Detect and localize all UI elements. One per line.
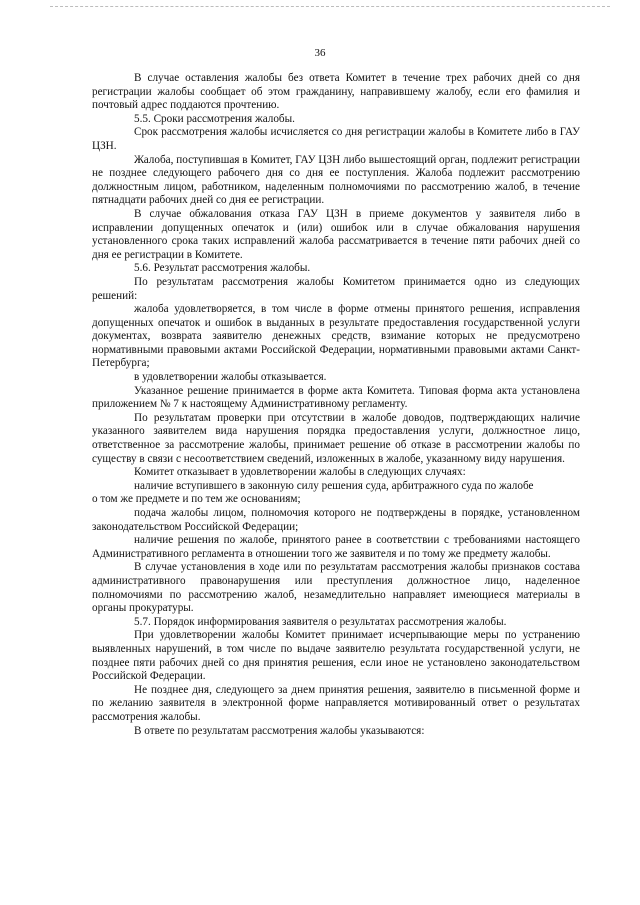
paragraph: При удовлетворении жалобы Комитет принимает исчерпывающие меры по устранению выявленных нарушений, в том числе по выдаче заявителю результата государственной услуги, не позднее пяти рабочих дней со дня принятия решения, если иное не установлено законодательством Российской Федерации.: [92, 629, 580, 683]
list-item: в удовлетворении жалобы отказывается.: [134, 371, 327, 384]
paragraph: В случае установления в ходе или по результатам рассмотрения жалобы признаков состава административного правонарушения или преступления должностное лицо, наделенное полномочиями по рассмотрению жалоб, незамедлительно направляет имеющиеся материалы в органы прокуратуры.: [92, 561, 580, 615]
scan-artifact-line: [50, 6, 610, 7]
paragraph: В случае оставления жалобы без ответа Комитет в течение трех рабочих дней со дня регистрации жалобы сообщает об этом гражданину, направившему жалобу, если его фамилия и почтовый адрес поддаются прочтению.: [92, 72, 580, 112]
paragraph: Не позднее дня, следующего за днем принятия решения, заявителю в письменной форме и по желанию заявителя в электронной форме направляется мотивированный ответ о результатах рассмотрения жалобы.: [92, 683, 580, 723]
section-heading: 5.6. Результат рассмотрения жалобы.: [134, 262, 311, 275]
paragraph: По результатам рассмотрения жалобы Комитетом принимается одно из следующих решений:: [92, 275, 580, 302]
paragraph-continuation: о том же предмете и по тем же основаниям;: [92, 493, 301, 506]
paragraph: Комитет отказывает в удовлетворении жалобы в следующих случаях:: [134, 466, 466, 479]
list-item: наличие решения по жалобе, принятого ранее в соответствии с требованиями настоящего Административного регламента в отношении того же заявителя и по тому же предмету жалобы.: [92, 534, 580, 560]
list-item: наличие вступившего в законную силу решения суда, арбитражного суда по жалобе: [134, 479, 534, 492]
document-body: [92, 72, 580, 738]
section-heading: 5.7. Порядок информирования заявителя о результатах рассмотрения жалобы.: [134, 615, 507, 628]
page-number: 36: [314, 47, 326, 59]
paragraph: Жалоба, поступившая в Комитет, ГАУ ЦЗН либо вышестоящий орган, подлежит регистрации не позднее следующего рабочего дня со дня ее поступления. Жалоба подлежит рассмотрению должностным лицом, работником, наделенным полномочиями по рассмотрению жалоб, в течение пятнадцати рабочих дней со дня ее регистрации.: [92, 153, 580, 207]
list-item: подача жалобы лицом, полномочия которого не подтверждены в порядке, установленном законодательством Российской Федерации;: [92, 507, 580, 533]
paragraph: По результатам проверки при отсутствии в жалобе доводов, подтверждающих наличие указанного заявителем вида нарушения порядка предоставления услуги, должностное лицо, ответственное за рассмотрение жалобы, принимает решение об отказе в рассмотрении жалобы по существу в связи с несоответствием сведений, изложенных в жалобе, указанному виду нарушения.: [92, 411, 580, 465]
section-heading: 5.5. Сроки рассмотрения жалобы.: [134, 112, 295, 125]
paragraph: Указанное решение принимается в форме акта Комитета. Типовая форма акта установлена приложением № 7 к настоящему Административному регламенту.: [92, 384, 580, 411]
paragraph: Срок рассмотрения жалобы исчисляется со дня регистрации жалобы в Комитете либо в ГАУ ЦЗН.: [92, 126, 580, 152]
list-item: жалоба удовлетворяется, в том числе в форме отмены принятого решения, исправления допущенных опечаток и ошибок в выданных в результате предоставления государственной услуги документах, возврата заявителю денежных средств, взимание которых не предусмотрено нормативными правовыми актами Российской Федерации, нормативными правовыми актами Санкт-Петербурга;: [92, 303, 580, 370]
paragraph: В случае обжалования отказа ГАУ ЦЗН в приеме документов у заявителя либо в исправлении допущенных опечаток и (или) ошибок или в случае обжалования нарушения установленного срока таких исправлений жалоба рассматривается в течение пяти рабочих дней со дня ее регистрации в Комитете.: [92, 207, 580, 261]
paragraph: В ответе по результатам рассмотрения жалобы указываются:: [134, 724, 425, 737]
